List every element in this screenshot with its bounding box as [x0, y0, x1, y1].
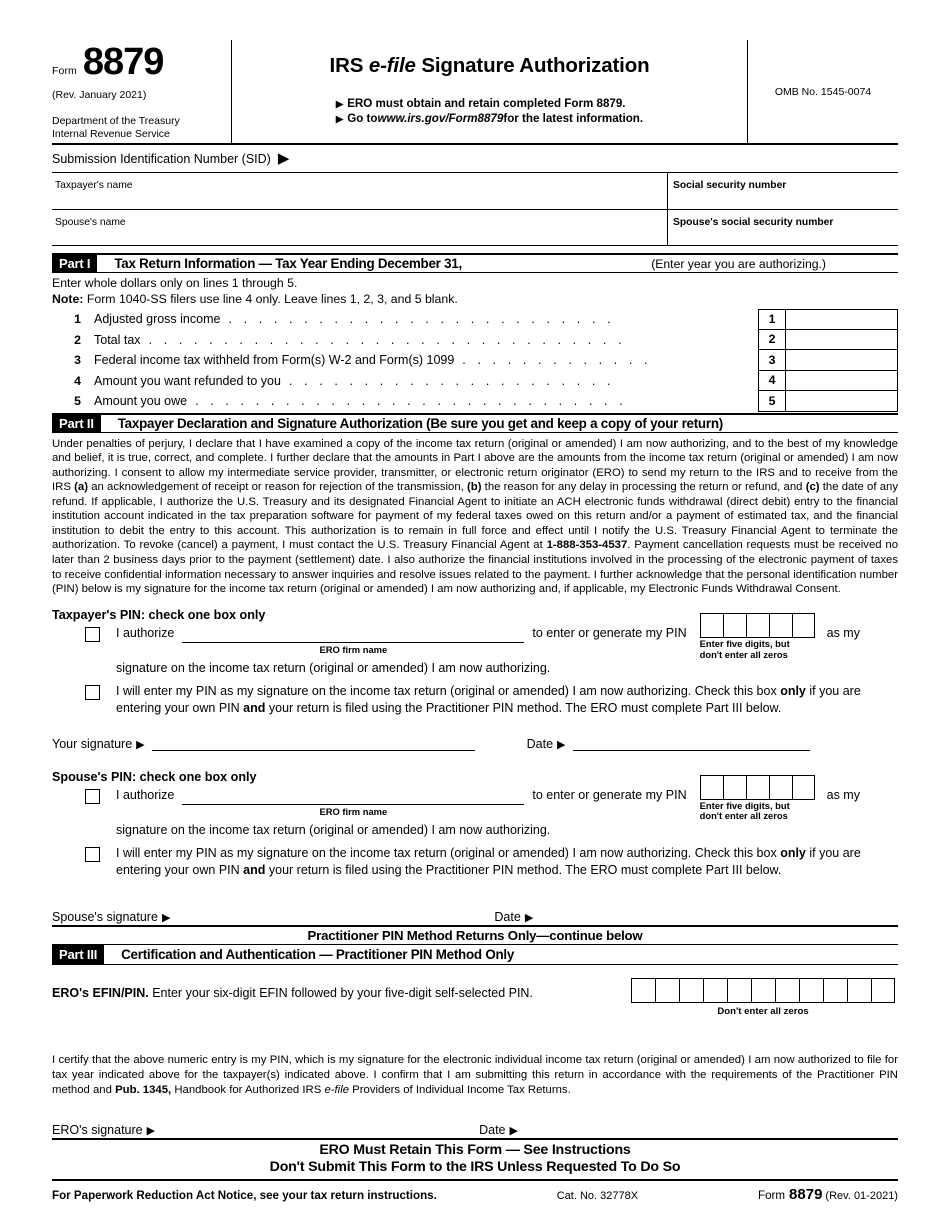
- pin-digit-cell[interactable]: [700, 775, 723, 800]
- your-signature-date-input[interactable]: [573, 737, 810, 751]
- decl-marker-a: (a): [74, 481, 88, 494]
- authorize-row: [116, 787, 898, 823]
- line-amount-input[interactable]: [786, 330, 898, 351]
- header-title-block: [232, 40, 748, 143]
- taxpayer-pin-heading: Taxpayer's PIN: check one box only: [52, 607, 266, 622]
- certify-seg-3: Providers of Individual Income Tax Returns.: [349, 1083, 571, 1096]
- pin-digit-cell[interactable]: [871, 978, 895, 1003]
- ssn-field[interactable]: [668, 173, 898, 209]
- as-my-label: as my: [826, 625, 860, 640]
- line-number: 4: [74, 373, 81, 388]
- date-label: Date: [479, 1123, 506, 1138]
- line-box-number: 5: [758, 391, 786, 412]
- your-signature-row: [52, 737, 898, 751]
- line-label: [94, 330, 758, 351]
- header-left-block: [52, 40, 232, 143]
- part-2-header: [52, 413, 898, 433]
- title-italic: e-file: [368, 54, 416, 77]
- spouse-pin-option-1[interactable]: [52, 787, 898, 823]
- pin-caption-line-1: Enter five digits, but: [699, 637, 790, 649]
- pin-digit-cell[interactable]: [746, 613, 769, 638]
- line-number: 1: [74, 312, 81, 327]
- triangle-icon: ▶: [557, 738, 566, 751]
- line-amount-input[interactable]: [786, 371, 898, 392]
- treasury-phone-number: 1-888-353-4537: [546, 539, 628, 552]
- paperwork-notice: For Paperwork Reduction Act Notice, see your tax return instructions.: [52, 1188, 437, 1202]
- part-2-title: Taxpayer Declaration and Signature Authorization (Be sure you get and keep a copy of your return): [117, 415, 723, 431]
- pin-digit-cell[interactable]: [700, 613, 723, 638]
- taxpayer-pin-entry-group: [687, 625, 815, 661]
- opt2-seg-3: your return is filed using the Practitioner PIN method. The ERO must complete Part III below.: [265, 862, 782, 877]
- triangle-icon: ▶: [161, 912, 171, 925]
- your-signature-input[interactable]: [152, 737, 475, 751]
- pin-digit-cell[interactable]: [799, 978, 823, 1003]
- table-row: [52, 391, 898, 412]
- form-revision: (Rev. January 2021): [52, 89, 147, 102]
- ero-efin-pin-entry-group: [631, 978, 895, 1017]
- opt2-and: and: [243, 862, 266, 877]
- line-amount-input[interactable]: [786, 391, 898, 412]
- date-label: Date: [526, 736, 554, 751]
- line-label: [94, 309, 758, 330]
- efin-digit-cell[interactable]: [655, 978, 679, 1003]
- practitioner-pin-banner: Practitioner PIN Method Returns Only—continue below: [52, 926, 898, 945]
- page-title: [330, 54, 650, 78]
- part-1-intro: Enter whole dollars only on lines 1 through 5.: [52, 276, 298, 290]
- footer-form-revision: (Rev. 01-2021): [825, 1189, 898, 1202]
- pin-digit-cell[interactable]: [792, 775, 815, 800]
- header-bullets: [336, 94, 643, 125]
- line-label-text: Amount you owe: [94, 394, 188, 409]
- spouse-name-field[interactable]: [52, 210, 668, 245]
- part-1-lines: [52, 309, 898, 412]
- spouse-signature-label: Spouse's signature: [52, 910, 158, 925]
- pin-digit-cell[interactable]: [723, 613, 746, 638]
- table-row: [52, 350, 898, 371]
- header-bullet-2-post: for the latest information.: [503, 112, 644, 125]
- authorize-label: I authorize: [116, 787, 175, 802]
- ero-firm-name-input[interactable]: [182, 625, 524, 643]
- retain-notice-line-1: ERO Must Retain This Form — See Instructions: [319, 1142, 631, 1159]
- department-line-2: Internal Revenue Service: [52, 127, 170, 140]
- decl-seg-1: Under penalties of perjury, I declare that I have examined a copy of the income tax return (original or amended) I am now authorizing, and to the best of my knowledge and belief, it is true, correct, and complete. I further declare that the amounts in Part I above are the amounts from the income tax return (original or amended) I am now authorizing. I consent to allow my intermediate service provider, transmitter, or electronic return originator (ERO) to send my return to the IRS and to receive from the IRS: [52, 437, 898, 494]
- header-bullet-1: [336, 97, 643, 110]
- department-block: [52, 115, 223, 141]
- opt2-seg-1: I will enter my PIN as my signature on the income tax return (original or amended) I am now authorizing. Check this box: [116, 846, 781, 861]
- efin-pin-caption: Don't enter all zeros: [717, 1006, 809, 1018]
- retain-notice: [52, 1140, 898, 1181]
- certify-efile-italic: e-file: [324, 1083, 350, 1096]
- decl-seg-2: an acknowledgement of receipt or reason for rejection of the transmission,: [88, 481, 467, 494]
- taxpayer-pin-option-1[interactable]: [52, 625, 898, 661]
- footer-form-number: 8879: [789, 1185, 823, 1203]
- efin-digit-cell[interactable]: [703, 978, 727, 1003]
- line-amount-input[interactable]: [786, 309, 898, 330]
- line-label-text: Federal income tax withheld from Form(s) W-2 and Form(s) 1099: [94, 353, 455, 368]
- part-1-tag: Part I: [52, 255, 97, 272]
- line-number: 5: [74, 394, 81, 409]
- spouse-pin-option-1-body: [100, 787, 898, 823]
- ero-firm-name-group: [182, 787, 524, 817]
- taxpayer-pin-option-1-checkbox[interactable]: [85, 627, 100, 642]
- ero-certification-text: [52, 1053, 898, 1097]
- spouse-ssn-label: Spouse's social security number: [673, 217, 834, 228]
- pin-digit-cell[interactable]: [775, 978, 799, 1003]
- spouse-pin-heading: Spouse's PIN: check one box only: [52, 769, 257, 784]
- line-number: 3: [74, 353, 81, 368]
- opt2-only: only: [780, 846, 806, 861]
- line-label-text: Amount you want refunded to you: [94, 373, 281, 388]
- opt2-seg-3: your return is filed using the Practitioner PIN method. The ERO must complete Part III below.: [265, 700, 782, 715]
- decl-seg-4: the date of any refund. If applicable, I authorize the U.S. Treasury and its designated Financial Agent to initiate an ACH electronic funds withdrawal (direct debit) entry to the financial institution account indicated in the tax preparation software for payment of my federal taxes owed on this return and/or a payment of estimated tax, and the financial institution to debit the entry to this account. This authorization is to remain in full force and effect until I notify the U.S. Treasury Financial Agent to terminate the authorization. To revoke (cancel) a payment, I must contact the U.S. Treasury Financial Agent at: [52, 481, 898, 552]
- pub-1345-reference: Pub. 1345,: [115, 1083, 172, 1096]
- taxpayer-pin-boxes[interactable]: [700, 613, 815, 638]
- part-2-tag: Part II: [52, 415, 101, 432]
- decl-seg-3: the reason for any delay in processing the return or refund, and: [481, 481, 806, 494]
- ero-signature-row[interactable]: [52, 1123, 898, 1140]
- your-signature-label: Your signature: [52, 736, 133, 751]
- pin-digit-cell[interactable]: [847, 978, 871, 1003]
- certify-seg-2: Handbook for Authorized IRS: [171, 1083, 325, 1096]
- taxpayer-pin-option-2[interactable]: [52, 683, 898, 716]
- footer-form-identity: [758, 1186, 898, 1203]
- submission-id-label: Submission Identification Number (SID): [52, 151, 271, 166]
- title-post: Signature Authorization: [415, 54, 650, 77]
- spouse-pin-boxes[interactable]: [700, 775, 815, 800]
- leader-dots: . . . . . . . . . . . . . . . . . . . . . .: [288, 373, 615, 388]
- spouse-ssn-field[interactable]: [668, 210, 898, 245]
- title-pre: IRS: [329, 54, 369, 77]
- ero-firm-name-caption: ERO firm name: [319, 643, 388, 655]
- ero-efin-pin-instruction: [52, 978, 533, 1000]
- spouse-pin-option-2[interactable]: [52, 845, 898, 878]
- taxpayer-name-label: Taxpayer's name: [55, 180, 133, 191]
- header-bullet-1-text: ERO must obtain and retain completed Form 8879.: [347, 96, 626, 110]
- line-box-number: 1: [758, 309, 786, 330]
- ero-signature-label: ERO's signature: [52, 1123, 143, 1138]
- decl-marker-b: (b): [466, 481, 482, 494]
- ero-efin-pin-boxes[interactable]: [631, 978, 895, 1003]
- pin-digit-cell[interactable]: [769, 613, 792, 638]
- irs-form-8879: [52, 40, 898, 1203]
- spouse-pin-option-1-checkbox[interactable]: [85, 789, 100, 804]
- form-number: 8879: [82, 41, 164, 83]
- spouse-pin-entry-group: [687, 787, 815, 823]
- triangle-icon: ▶: [136, 738, 145, 751]
- efin-digit-cell[interactable]: [679, 978, 703, 1003]
- taxpayer-name-field[interactable]: [52, 173, 668, 209]
- pin-digit-cell[interactable]: [792, 613, 815, 638]
- form-footer: [52, 1186, 898, 1203]
- line-label: [94, 350, 758, 371]
- opt2-seg-2: if you are entering your own PIN: [116, 846, 861, 877]
- part-3-header: [52, 945, 898, 965]
- efin-digit-cell[interactable]: [727, 978, 751, 1003]
- pin-digit-cell[interactable]: [769, 775, 792, 800]
- submission-id-row: [52, 145, 898, 172]
- leader-dots: . . . . . . . . . . . . . . . . . . . . . . . . . .: [228, 312, 615, 327]
- part-1-note: [52, 292, 898, 306]
- part-1-title: Tax Return Information — Tax Year Ending December 31,: [114, 256, 462, 271]
- pin-caption-line-2: don't enter all zeros: [699, 648, 788, 660]
- spouse-pin-option-2-body: [100, 845, 898, 878]
- leader-dots: . . . . . . . . . . . . . . . . . . . . . . . . . . . . .: [195, 394, 627, 409]
- taxpayer-declaration-text: [52, 437, 898, 597]
- enter-generate-pin-label: to enter or generate my PIN: [532, 787, 687, 802]
- spouse-pin-option-2-checkbox[interactable]: [85, 847, 100, 862]
- pin-digit-cell[interactable]: [723, 775, 746, 800]
- opt2-only: only: [780, 684, 806, 699]
- line-amount-input[interactable]: [786, 350, 898, 371]
- line-box-number: 3: [758, 350, 786, 371]
- spouse-name-label: Spouse's name: [55, 217, 126, 228]
- part-3-title: Certification and Authentication — Practitioner PIN Method Only: [121, 947, 515, 963]
- taxpayer-name-row[interactable]: [52, 172, 898, 209]
- footer-form-word: Form: [757, 1188, 786, 1202]
- line-number: 2: [74, 332, 81, 347]
- note-text: Form 1040-SS filers use line 4 only. Leave lines 1, 2, 3, and 5 blank.: [83, 292, 458, 306]
- line-box-number: 4: [758, 371, 786, 392]
- triangle-icon: ▶: [146, 1125, 156, 1138]
- taxpayer-pin-option-2-body: [100, 683, 898, 716]
- leader-dots: . . . . . . . . . . . . . . . . . . . . . . . . . . . . . . . .: [148, 332, 626, 347]
- decl-marker-c: (c): [805, 481, 820, 494]
- table-row: [52, 309, 898, 330]
- opt2-and: and: [243, 700, 266, 715]
- spouse-signature-tail-text: signature on the income tax return (original or amended) I am now authorizing.: [116, 823, 551, 838]
- date-label: Date: [494, 910, 521, 925]
- spouse-pin-caption: [700, 801, 815, 823]
- table-row: [52, 330, 898, 351]
- certify-seg-1: I certify that the above numeric entry is my PIN, which is my signature for the electronic individual income tax return (original or amended) I am now authorized to file for tax year indicated above for the taxpayer(s) indicated above. I confirm that I am submitting this return in accordance with the requirements of the Practitioner PIN method and: [52, 1054, 898, 1096]
- pin-caption-line-2: don't enter all zeros: [699, 810, 788, 822]
- ero-firm-name-group: [182, 625, 524, 655]
- ero-efin-pin-bold-label: ERO's EFIN/PIN.: [52, 986, 149, 1001]
- spouse-pin-option-2-text: [116, 845, 898, 878]
- opt2-seg-2: if you are entering your own PIN: [116, 684, 861, 715]
- opt2-seg-1: I will enter my PIN as my signature on the income tax return (original or amended) I am now authorizing. Check this box: [116, 684, 781, 699]
- part-3-tag: Part III: [52, 945, 104, 964]
- note-label: Note:: [52, 292, 84, 306]
- as-my-label: as my: [826, 787, 860, 802]
- retain-notice-line-2: Don't Submit This Form to the IRS Unless Requested To Do So: [269, 1158, 681, 1175]
- spouse-signature-row[interactable]: [52, 910, 898, 926]
- spouse-name-row[interactable]: [52, 209, 898, 246]
- header-bullet-2: [336, 112, 643, 125]
- part-1-header: [52, 253, 898, 273]
- irs-website-link[interactable]: www.irs.gov/Form8879: [377, 112, 504, 125]
- efin-digit-cell[interactable]: [751, 978, 775, 1003]
- form-header: [52, 40, 898, 145]
- authorize-row: [116, 625, 898, 661]
- line-label-text: Adjusted gross income: [94, 312, 221, 327]
- triangle-icon: ▶: [509, 1125, 518, 1138]
- taxpayer-pin-option-1-body: [100, 625, 898, 661]
- ero-efin-pin-text: Enter your six-digit EFIN followed by your five-digit self-selected PIN.: [148, 986, 533, 1001]
- omb-number: OMB No. 1545-0074: [774, 85, 872, 98]
- triangle-icon: ▶: [335, 98, 344, 110]
- pin-digit-cell[interactable]: [823, 978, 847, 1003]
- taxpayer-signature-tail-text: signature on the income tax return (original or amended) I am now authorizing.: [116, 661, 551, 676]
- line-label-text: Total tax: [94, 332, 141, 347]
- line-box-number: 2: [758, 330, 786, 351]
- line-label: [94, 391, 758, 412]
- ero-efin-pin-row: [52, 978, 898, 1017]
- authorize-label: I authorize: [116, 625, 175, 640]
- header-bullet-2-pre: Go to: [347, 112, 378, 125]
- spouse-ero-firm-name-input[interactable]: [182, 787, 524, 805]
- ssn-label: Social security number: [673, 180, 787, 191]
- catalog-number: Cat. No. 32778X: [556, 1189, 639, 1202]
- efin-digit-cell[interactable]: [631, 978, 655, 1003]
- form-identity: [52, 41, 223, 83]
- ero-firm-name-caption: ERO firm name: [319, 805, 388, 817]
- pin-caption-line-1: Enter five digits, but: [699, 799, 790, 811]
- part-1-year-note: (Enter year you are authorizing.): [651, 256, 826, 271]
- pin-digit-cell[interactable]: [746, 775, 769, 800]
- taxpayer-pin-option-2-checkbox[interactable]: [85, 685, 100, 700]
- decl-seg-5: . Payment cancellation requests must be received no later than 2 business days prior to the payment (settlement) date. I also authorize the financial institutions involved in the processing of the electronic payment of taxes to receive confidential information necessary to answer inquiries and resolve issues related to the payment. I further acknowledge that the personal identification number (PIN) below is my signature for the income tax return (original or amended) I am now authorizing and, if applicable, my Electronic Funds Withdrawal Consent.: [52, 539, 899, 596]
- triangle-icon: ▶: [335, 114, 344, 125]
- table-row: [52, 371, 898, 392]
- form-word-label: Form: [52, 65, 77, 77]
- triangle-icon: ▶: [524, 912, 534, 925]
- department-line-1: Department of the Treasury: [52, 115, 180, 128]
- enter-generate-pin-label: to enter or generate my PIN: [532, 625, 687, 640]
- taxpayer-pin-option-2-text: [116, 683, 898, 716]
- leader-dots: . . . . . . . . . . . . .: [462, 353, 652, 368]
- line-label: [94, 371, 758, 392]
- triangle-icon: ▶: [277, 150, 290, 167]
- taxpayer-pin-caption: [700, 639, 815, 661]
